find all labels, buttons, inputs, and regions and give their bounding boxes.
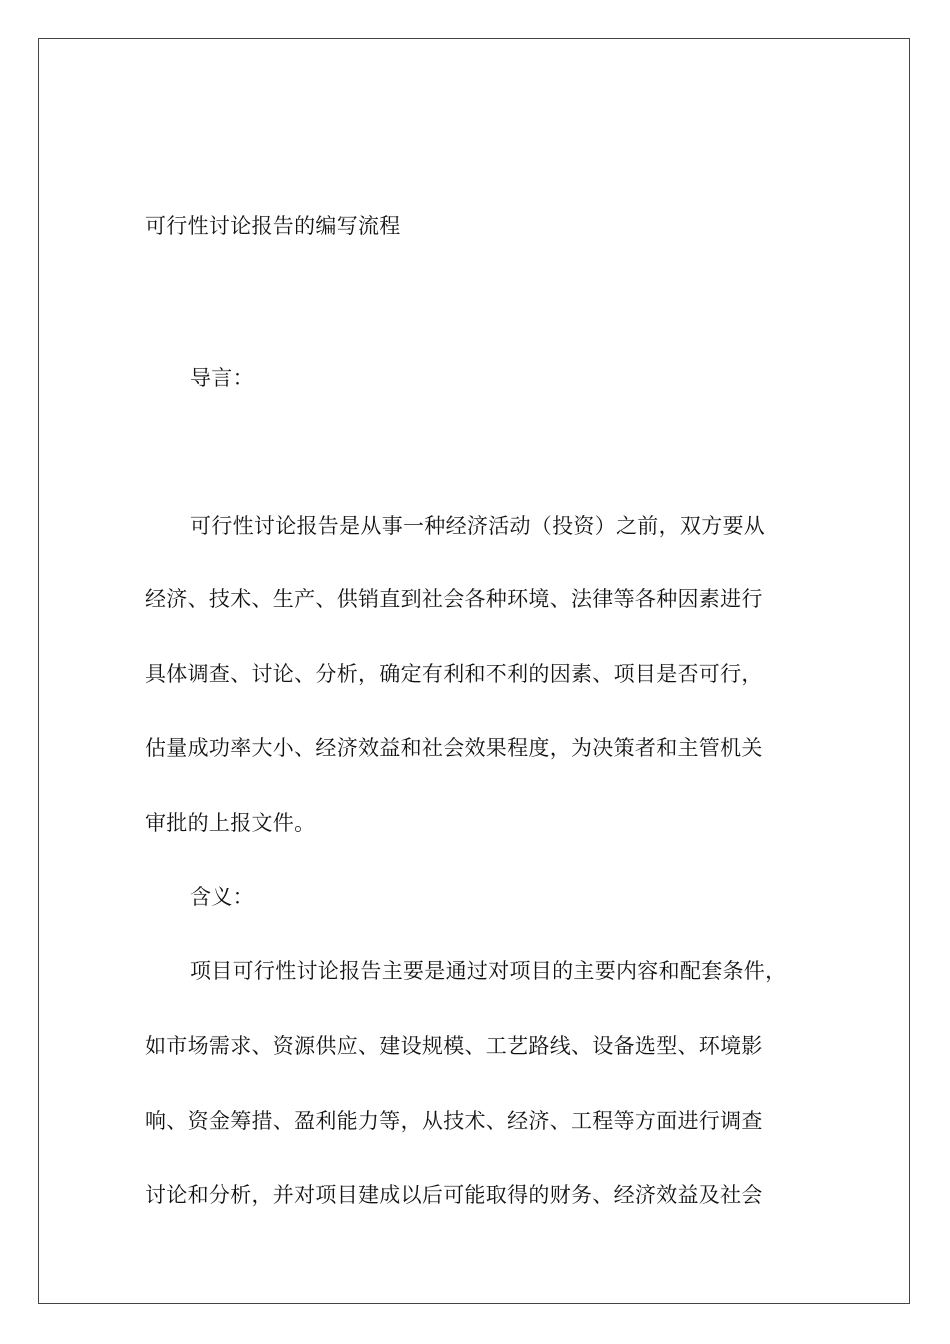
intro-paragraph-line: 可行性讨论报告是从事一种经济活动（投资）之前，双方要从 [190,514,766,538]
meaning-paragraph-line: 响、资金筹措、盈利能力等，从技术、经济、工程等方面进行调查 [145,1109,763,1133]
intro-heading: 导言： [190,366,254,390]
intro-paragraph-line: 审批的上报文件。 [145,811,316,835]
meaning-paragraph-line: 如市场需求、资源供应、建设规模、工艺路线、设备选型、环境影 [145,1034,763,1058]
intro-paragraph-line: 经济、技术、生产、供销直到社会各种环境、法律等各种因素进行 [145,587,763,611]
intro-paragraph-line: 具体调查、讨论、分析，确定有利和不利的因素、项目是否可行， [145,662,763,686]
meaning-paragraph-line: 项目可行性讨论报告主要是通过对项目的主要内容和配套条件， [190,959,787,983]
meaning-paragraph-line: 讨论和分析，并对项目建成以后可能取得的财务、经济效益及社会 [145,1183,763,1207]
intro-paragraph-line: 估量成功率大小、经济效益和社会效果程度，为决策者和主管机关 [145,736,763,760]
document-title: 可行性讨论报告的编写流程 [145,214,401,238]
meaning-heading: 含义： [190,885,254,909]
